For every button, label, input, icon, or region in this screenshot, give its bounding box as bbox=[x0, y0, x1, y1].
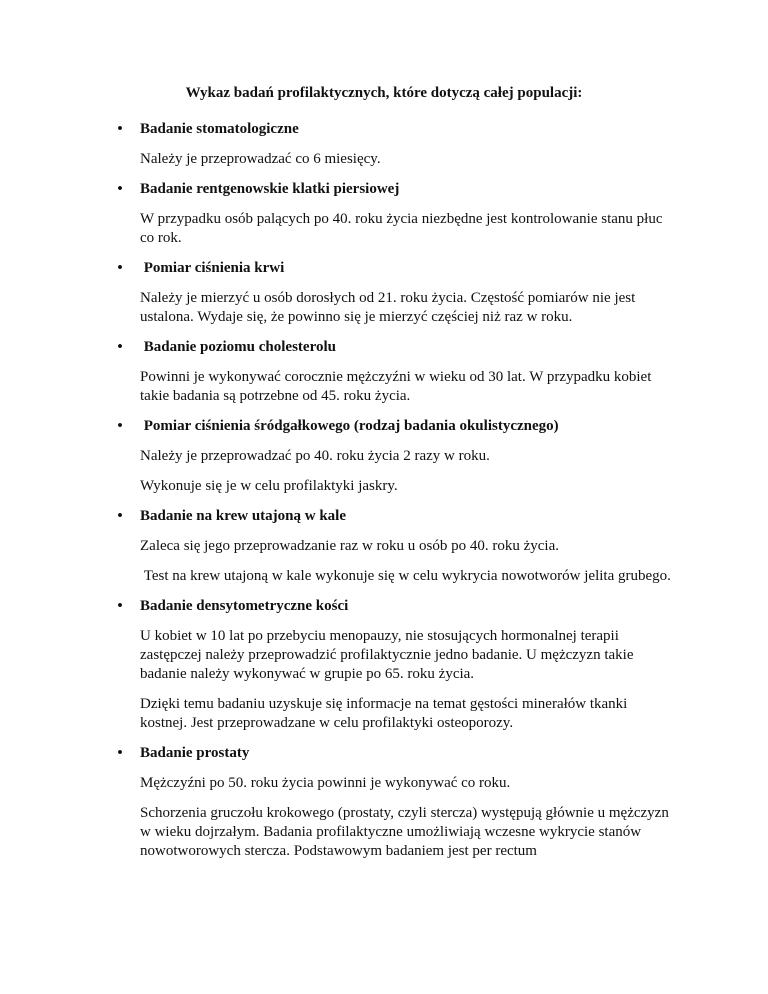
exam-paragraph: Należy je mierzyć u osób dorosłych od 21. roku życia. Częstość pomiarów nie jest ustalona. Wydaje się, że powinno się je mierzyć częściej niż raz w roku. bbox=[140, 290, 640, 325]
exam-paragraph: Dzięki temu badaniu uzyskuje się informacje na temat gęstości minerałów tkanki kostnej. Jest przeprowadzane w celu profilaktyki osteoporozy. bbox=[140, 696, 632, 731]
bullet-marker: • bbox=[117, 745, 123, 761]
exam-heading: Badanie stomatologiczne bbox=[140, 121, 299, 137]
exam-paragraph: Zaleca się jego przeprowadzanie raz w roku u osób po 40. roku życia. bbox=[140, 538, 559, 554]
exam-list bbox=[90, 120, 678, 861]
exam-paragraph: Należy je przeprowadzać co 6 miesięcy. bbox=[140, 151, 381, 167]
document-title: Wykaz badań profilaktycznych, które dotyczą całej populacji: bbox=[185, 85, 583, 101]
exam-list-item bbox=[90, 259, 678, 327]
exam-list-item bbox=[90, 120, 678, 169]
exam-heading: Pomiar ciśnienia śródgałkowego (rodzaj badania okulistycznego) bbox=[140, 418, 559, 434]
exam-heading: Badanie poziomu cholesterolu bbox=[140, 339, 336, 355]
bullet-marker: • bbox=[117, 181, 123, 197]
bullet-marker: • bbox=[117, 418, 123, 434]
exam-paragraph: Mężczyźni po 50. roku życia powinni je wykonywać co roku. bbox=[140, 775, 511, 791]
exam-list-item bbox=[90, 597, 678, 733]
exam-paragraph: Schorzenia gruczołu krokowego (prostaty, czyli stercza) występują głównie u mężczyzn w wieku dojrzałym. Badania profilaktyczne umożliwiają wczesne wykrycie stanów nowotworowych stercza. Podstawowym badaniem jest per rectum bbox=[140, 805, 673, 859]
exam-heading: Pomiar ciśnienia krwi bbox=[140, 260, 285, 276]
exam-paragraph: Należy je przeprowadzać po 40. roku życia 2 razy w roku. bbox=[140, 448, 490, 464]
exam-list-item bbox=[90, 338, 678, 406]
exam-heading: Badanie densytometryczne kości bbox=[140, 598, 349, 614]
exam-list-item bbox=[90, 180, 678, 248]
bullet-marker: • bbox=[117, 598, 123, 614]
exam-list-item bbox=[90, 507, 678, 586]
bullet-marker: • bbox=[117, 339, 123, 355]
exam-heading: Badanie rentgenowskie klatki piersiowej bbox=[140, 181, 400, 197]
exam-paragraph: U kobiet w 10 lat po przebyciu menopauzy, nie stosujących hormonalnej terapii zastępczej należy przeprowadzić profilaktycznie jedno badanie. U mężczyzn takie badanie należy wykonywać w grupie po 65. roku życia. bbox=[140, 628, 638, 682]
exam-list-item bbox=[90, 417, 678, 496]
exam-paragraph: Test na krew utajoną w kale wykonuje się w celu wykrycia nowotworów jelita grubego. bbox=[140, 568, 671, 584]
exam-heading: Badanie na krew utajoną w kale bbox=[140, 508, 347, 524]
exam-heading: Badanie prostaty bbox=[140, 745, 250, 761]
bullet-marker: • bbox=[117, 508, 123, 524]
exam-paragraph: Powinni je wykonywać corocznie mężczyźni w wieku od 30 lat. W przypadku kobiet takie badania są potrzebne od 45. roku życia. bbox=[140, 369, 656, 404]
exam-paragraph: Wykonuje się je w celu profilaktyki jaskry. bbox=[140, 478, 398, 494]
bullet-marker: • bbox=[117, 121, 123, 137]
exam-paragraph: W przypadku osób palących po 40. roku życia niezbędne jest kontrolowanie stanu płuc co rok. bbox=[140, 211, 667, 246]
bullet-marker: • bbox=[117, 260, 123, 276]
exam-list-item bbox=[90, 744, 678, 861]
